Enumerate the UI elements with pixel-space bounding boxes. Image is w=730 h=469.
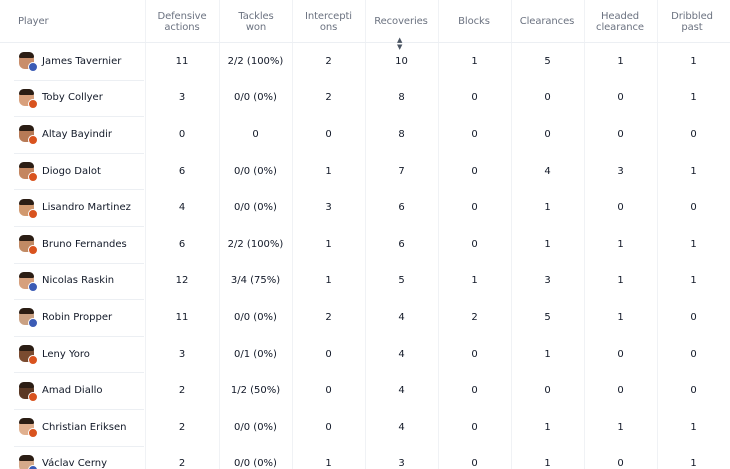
column-header-headed-clearance[interactable]: Headed clearance [596, 10, 644, 33]
stat-blocks: 0 [471, 421, 478, 433]
stat-defensive-actions: 3 [178, 348, 186, 360]
man-utd-crest-icon [28, 209, 38, 219]
column-header-tackles-won[interactable]: Tackles won [238, 10, 274, 33]
stat-tackles-won: 0/0 (0%) [234, 92, 277, 104]
player-avatar [18, 125, 36, 143]
player-avatar [18, 272, 36, 290]
player-cell[interactable] [18, 263, 114, 300]
stat-tackles-won: 0/0 (0%) [234, 311, 277, 323]
stat-blocks: 0 [471, 348, 478, 360]
player-avatar [18, 89, 36, 107]
stat-clearances: 0 [544, 385, 551, 397]
stat-tackles-won: 1/2 (50%) [230, 385, 281, 397]
man-utd-crest-icon [28, 99, 38, 109]
stat-headed-clearance: 1 [617, 275, 624, 287]
row-divider [14, 299, 144, 300]
stat-headed-clearance: 1 [617, 55, 624, 67]
row-divider [14, 446, 144, 447]
player-avatar [18, 418, 36, 436]
player-hair-icon [19, 89, 34, 95]
player-avatar [18, 308, 36, 326]
column-header-dribbled-past[interactable]: Dribbled past [671, 10, 713, 33]
stat-dribbled-past: 0 [690, 311, 697, 323]
stat-defensive-actions: 2 [178, 385, 186, 397]
player-avatar [18, 235, 36, 253]
stat-dribbled-past: 1 [690, 458, 697, 469]
man-utd-crest-icon [28, 172, 38, 182]
stat-dribbled-past: 0 [690, 202, 697, 214]
stat-blocks: 0 [471, 202, 478, 214]
stat-recoveries: 5 [398, 275, 405, 287]
stat-headed-clearance: 1 [617, 238, 624, 250]
table-row[interactable] [0, 80, 730, 117]
stat-recoveries: 6 [398, 238, 405, 250]
stat-dribbled-past: 1 [690, 238, 697, 250]
player-hair-icon [19, 345, 34, 351]
stat-recoveries: 10 [395, 55, 408, 67]
stat-clearances: 3 [544, 275, 551, 287]
table-row[interactable] [0, 372, 730, 409]
player-avatar [18, 52, 36, 70]
player-hair-icon [19, 382, 34, 388]
stat-recoveries: 6 [398, 202, 405, 214]
stat-interceptions: 0 [325, 348, 332, 360]
stat-dribbled-past: 0 [690, 348, 697, 360]
player-cell[interactable] [18, 299, 112, 336]
player-name[interactable]: James Tavernier [42, 55, 122, 67]
table-row[interactable] [0, 226, 730, 263]
stat-clearances: 5 [544, 55, 551, 67]
stat-headed-clearance: 0 [617, 92, 624, 104]
stat-blocks: 2 [471, 311, 478, 323]
stat-headed-clearance: 0 [617, 202, 624, 214]
stat-headed-clearance: 0 [617, 128, 624, 140]
table-row[interactable] [0, 299, 730, 336]
stat-headed-clearance: 0 [617, 385, 624, 397]
sort-arrows-icon[interactable]: ▲ ▼ [397, 36, 403, 51]
stat-clearances: 1 [544, 348, 551, 360]
player-hair-icon [19, 455, 34, 461]
row-divider [14, 372, 144, 373]
player-avatar [18, 199, 36, 217]
player-name[interactable]: Robin Propper [42, 311, 113, 323]
stat-clearances: 5 [544, 311, 551, 323]
player-cell[interactable] [18, 372, 103, 409]
stat-blocks: 0 [471, 238, 478, 250]
stat-interceptions: 2 [325, 55, 332, 67]
table-row[interactable] [0, 446, 730, 469]
stat-defensive-actions: 6 [178, 238, 186, 250]
player-name[interactable]: Bruno Fernandes [42, 238, 127, 250]
rangers-crest-icon [28, 465, 38, 469]
stat-interceptions: 1 [325, 458, 332, 469]
row-divider [14, 226, 144, 227]
player-hair-icon [19, 199, 34, 205]
stat-blocks: 0 [471, 128, 478, 140]
player-hair-icon [19, 235, 34, 241]
player-hair-icon [19, 272, 34, 278]
player-avatar [18, 345, 36, 363]
player-name[interactable]: Altay Bayindir [42, 128, 113, 140]
player-name[interactable]: Nicolas Raskin [42, 275, 115, 287]
stat-headed-clearance: 1 [617, 311, 624, 323]
player-cell[interactable] [18, 226, 127, 263]
stat-dribbled-past: 1 [690, 421, 697, 433]
stat-defensive-actions: 2 [178, 421, 186, 433]
man-utd-crest-icon [28, 392, 38, 402]
stat-headed-clearance: 3 [617, 165, 624, 177]
stat-interceptions: 0 [325, 385, 332, 397]
row-divider [14, 336, 144, 337]
stat-clearances: 0 [544, 128, 551, 140]
stat-dribbled-past: 0 [690, 385, 697, 397]
man-utd-crest-icon [28, 135, 38, 145]
rangers-crest-icon [28, 62, 38, 72]
table-row[interactable] [0, 409, 730, 446]
stat-clearances: 1 [544, 458, 551, 469]
stat-headed-clearance: 0 [617, 458, 624, 469]
player-name[interactable]: Christian Eriksen [42, 421, 127, 433]
stat-recoveries: 4 [398, 311, 405, 323]
stat-recoveries: 8 [398, 92, 405, 104]
player-hair-icon [19, 418, 34, 424]
player-name[interactable]: Toby Collyer [42, 92, 103, 104]
player-avatar [18, 162, 36, 180]
stat-blocks: 0 [471, 165, 478, 177]
row-divider [14, 409, 144, 410]
stat-interceptions: 1 [325, 165, 332, 177]
player-avatar [18, 455, 36, 469]
stat-interceptions: 1 [325, 238, 332, 250]
player-name[interactable]: Lisandro Martinez [42, 202, 131, 214]
stat-interceptions: 2 [325, 311, 332, 323]
stat-interceptions: 2 [325, 92, 332, 104]
stat-tackles-won: 0/1 (0%) [234, 348, 277, 360]
player-cell[interactable] [18, 116, 112, 153]
player-cell[interactable] [18, 153, 101, 190]
stat-clearances: 4 [544, 165, 551, 177]
player-cell[interactable] [18, 43, 121, 80]
stat-recoveries: 4 [398, 348, 405, 360]
player-hair-icon [19, 308, 34, 314]
row-divider [14, 189, 144, 190]
player-name[interactable]: Amad Diallo [42, 385, 103, 397]
player-cell[interactable] [18, 336, 90, 373]
row-divider [14, 153, 144, 154]
stat-recoveries: 3 [398, 458, 405, 469]
table-row[interactable] [0, 43, 730, 80]
stat-recoveries: 4 [398, 385, 405, 397]
stat-tackles-won: 0 [252, 128, 259, 140]
player-hair-icon [19, 162, 34, 168]
stat-defensive-actions: 2 [178, 458, 186, 469]
stat-defensive-actions: 0 [178, 128, 186, 140]
man-utd-crest-icon [28, 245, 38, 255]
player-hair-icon [19, 52, 34, 58]
stat-tackles-won: 0/0 (0%) [234, 202, 277, 214]
stat-recoveries: 7 [398, 165, 405, 177]
stat-tackles-won: 2/2 (100%) [227, 55, 284, 67]
table-row[interactable] [0, 153, 730, 190]
stat-clearances: 1 [544, 421, 551, 433]
stat-headed-clearance: 0 [617, 348, 624, 360]
stat-tackles-won: 2/2 (100%) [227, 238, 284, 250]
man-utd-crest-icon [28, 355, 38, 365]
stat-dribbled-past: 1 [690, 92, 697, 104]
stat-tackles-won: 0/0 (0%) [234, 458, 277, 469]
stat-dribbled-past: 0 [690, 128, 697, 140]
stat-interceptions: 3 [325, 202, 332, 214]
player-cell[interactable] [18, 409, 126, 446]
stat-dribbled-past: 1 [690, 165, 697, 177]
stat-clearances: 1 [544, 202, 551, 214]
column-header-clearances[interactable]: Clearances [519, 16, 575, 27]
stat-dribbled-past: 1 [690, 275, 697, 287]
stat-clearances: 0 [544, 92, 551, 104]
stat-defensive-actions: 11 [175, 55, 189, 67]
stat-blocks: 0 [471, 458, 478, 469]
column-header-player[interactable]: Player [18, 16, 49, 27]
stat-dribbled-past: 1 [690, 55, 697, 67]
stat-clearances: 1 [544, 238, 551, 250]
stat-blocks: 1 [471, 275, 478, 287]
column-header-recoveries[interactable]: Recoveries [374, 16, 428, 27]
stat-interceptions: 1 [325, 275, 332, 287]
table-row[interactable] [0, 263, 730, 300]
stat-defensive-actions: 4 [178, 202, 186, 214]
player-hair-icon [19, 125, 34, 131]
stat-tackles-won: 0/0 (0%) [234, 165, 277, 177]
stat-defensive-actions: 3 [178, 92, 186, 104]
column-header-interceptions[interactable]: Interceptions [305, 10, 352, 33]
stat-blocks: 0 [471, 92, 478, 104]
player-name[interactable]: Diogo Dalot [42, 165, 101, 177]
stat-tackles-won: 3/4 (75%) [230, 275, 281, 287]
stat-blocks: 0 [471, 385, 478, 397]
row-divider [14, 80, 144, 81]
stat-headed-clearance: 1 [617, 421, 624, 433]
column-header-defensive-actions[interactable]: Defensive actions [157, 10, 207, 33]
rangers-crest-icon [28, 318, 38, 328]
stat-recoveries: 8 [398, 128, 405, 140]
stat-recoveries: 4 [398, 421, 405, 433]
player-name[interactable]: Václav Cerny [42, 458, 108, 469]
row-divider [14, 116, 144, 117]
row-divider [14, 263, 144, 264]
table-row[interactable] [0, 336, 730, 373]
player-cell[interactable] [18, 446, 107, 469]
man-utd-crest-icon [28, 428, 38, 438]
table-header [0, 0, 730, 51]
table-row[interactable] [0, 116, 730, 153]
stat-defensive-actions: 12 [175, 275, 189, 287]
stat-defensive-actions: 6 [178, 165, 186, 177]
stat-interceptions: 0 [325, 421, 332, 433]
stat-defensive-actions: 11 [175, 311, 189, 323]
stat-tackles-won: 0/0 (0%) [234, 421, 277, 433]
player-name[interactable]: Leny Yoro [42, 348, 90, 360]
stat-interceptions: 0 [325, 128, 332, 140]
player-cell[interactable] [18, 189, 131, 226]
player-cell[interactable] [18, 80, 103, 117]
table-row[interactable] [0, 189, 730, 226]
rangers-crest-icon [28, 282, 38, 292]
player-avatar [18, 382, 36, 400]
stat-blocks: 1 [471, 55, 478, 67]
column-header-blocks[interactable]: Blocks [458, 16, 490, 27]
